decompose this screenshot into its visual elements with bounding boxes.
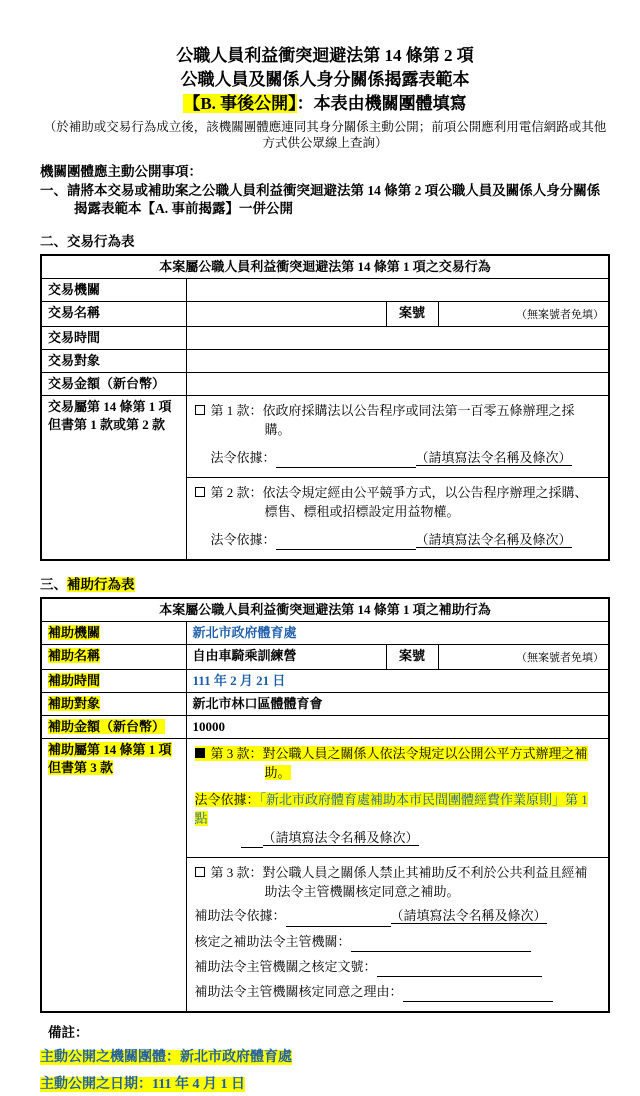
transaction-table bbox=[40, 254, 610, 561]
table-row bbox=[41, 327, 609, 350]
blank-field bbox=[403, 987, 553, 1002]
subsidy-checked-law-value: 「新北市政府體育處補助本市民間團體經費作業原則」第 1 點 bbox=[194, 792, 588, 826]
subsidy-target-value: 新北市林口區體體育會 bbox=[186, 693, 609, 716]
subsidy-amount-label bbox=[41, 716, 186, 739]
publicity-heading: 機關團體應主動公開事項： bbox=[40, 164, 202, 179]
checkbox-unchecked-icon bbox=[195, 405, 205, 415]
law-basis-note: （請填寫法令名稱及條次） bbox=[415, 532, 572, 547]
subsidy-checked-option bbox=[195, 744, 601, 782]
checkbox-checked-icon bbox=[195, 748, 205, 758]
table-row bbox=[41, 693, 609, 716]
title-line-1: 公職人員利益衝突迴避法第 14 條第 2 項 bbox=[176, 46, 474, 65]
subsidy-organ-label bbox=[41, 622, 186, 645]
transaction-organ-value-cell bbox=[186, 279, 609, 302]
table-row bbox=[41, 373, 609, 396]
title-line-3-rest: ：本表由機關團體填寫 bbox=[296, 94, 467, 113]
transaction-clause-label-line2: 但書第 1 款或第 2 款 bbox=[48, 417, 166, 432]
subsidy-case-no-note: （無案號者免填） bbox=[438, 645, 609, 670]
subsidy-reason-line bbox=[195, 981, 601, 1002]
transaction-table-title: 本案屬公職人員利益衝突迴避法第 14 條第 1 項之交易行為 bbox=[41, 255, 609, 279]
blank-field bbox=[286, 912, 391, 927]
subsidy-amount-label-text: 補助金額（新台幣） bbox=[48, 719, 166, 734]
table-row bbox=[41, 622, 609, 645]
law-basis-note: （請填寫法令名稱及條次） bbox=[415, 450, 572, 465]
subsidy-heading-prefix: 三、 bbox=[40, 577, 67, 592]
transaction-name-label: 交易名稱 bbox=[41, 302, 186, 327]
law-basis-label: 法令依據： bbox=[210, 450, 276, 465]
subsidy-time-label bbox=[41, 670, 186, 693]
subsidy-clause-label-line2 bbox=[48, 759, 180, 777]
blank-field bbox=[351, 937, 531, 952]
table-row bbox=[41, 350, 609, 373]
subsidy-unchecked-option bbox=[195, 863, 601, 901]
subsidy-target-label-text: 補助對象 bbox=[48, 696, 101, 711]
subsidy-organ-label-text: 補助機關 bbox=[48, 625, 101, 640]
subsidy-clause-label-line1-text: 補助屬第 14 條第 1 項 bbox=[48, 742, 172, 757]
publicity-item-1: 一、請將本交易或補助案之公職人員利益衝突迴避法第 14 條第 2 項公職人員及關係人身分關係揭露表範本【A. 事前揭露】一併公開 bbox=[40, 183, 601, 216]
transaction-time-label: 交易時間 bbox=[41, 327, 186, 350]
subsidy-law-basis-label: 補助法令依據： bbox=[194, 908, 286, 923]
transaction-amount-label: 交易金額（新台幣） bbox=[41, 373, 186, 396]
table-row bbox=[41, 716, 609, 739]
subsidy-section-heading bbox=[40, 576, 610, 594]
subsidy-doc-no-line bbox=[195, 956, 601, 977]
subsidy-time-label-text: 補助時間 bbox=[48, 673, 101, 688]
remark-label: 備註： bbox=[48, 1025, 89, 1040]
table-row bbox=[41, 670, 609, 693]
subsidy-table bbox=[40, 597, 610, 1013]
transaction-option-2-law-line bbox=[211, 530, 601, 550]
transaction-name-value-cell bbox=[186, 302, 386, 327]
subsidy-unchecked-option-text: 第 3 款：對公職人員之關係人禁止其補助反不利於公共利益且經補助法令主管機關核定同意之補助。 bbox=[210, 865, 588, 899]
subsidy-name-label-text: 補助名稱 bbox=[48, 648, 101, 663]
law-basis-label: 法令依據： bbox=[210, 532, 276, 547]
subsidy-name-value: 自由車騎乘訓練營 bbox=[186, 645, 386, 670]
table-row bbox=[41, 645, 609, 670]
checkbox-unchecked-icon bbox=[195, 867, 205, 877]
disclosure-org-label: 主動公開之機關團體： bbox=[40, 1050, 180, 1065]
transaction-option-1-text: 第 1 款：依政府採購法以公告程序或同法第一百零五條辦理之採購。 bbox=[210, 403, 575, 437]
disclosure-date-label: 主動公開之日期： bbox=[40, 1077, 152, 1092]
subsidy-authority-label: 核定之補助法令主管機關： bbox=[194, 934, 351, 949]
subsidy-time-value: 111 年 2 月 21 日 bbox=[186, 670, 609, 693]
transaction-option-1-block bbox=[187, 396, 609, 477]
subsidy-clause-label bbox=[41, 739, 186, 1013]
subsidy-law-basis-line bbox=[195, 905, 601, 927]
subsidy-unchecked-option-block bbox=[187, 857, 609, 1011]
transaction-amount-value-cell bbox=[186, 373, 609, 396]
table-row bbox=[41, 396, 609, 561]
document-title-block bbox=[40, 44, 610, 116]
subsidy-table-title: 本案屬公職人員利益衝突迴避法第 14 條第 1 項之補助行為 bbox=[41, 598, 609, 622]
blank-field bbox=[241, 833, 263, 848]
subsidy-target-label bbox=[41, 693, 186, 716]
transaction-time-value-cell bbox=[186, 327, 609, 350]
table-row bbox=[41, 279, 609, 302]
disclosure-date-value: 111 年 4 月 1 日 bbox=[152, 1077, 245, 1092]
subsidy-authority-line bbox=[195, 931, 601, 952]
subsidy-clause-label-line2-text: 但書第 3 款 bbox=[48, 760, 114, 775]
subsidy-checked-option-block bbox=[187, 739, 609, 857]
subsidy-doc-no-label: 補助法令主管機關之核定文號： bbox=[194, 959, 377, 974]
subsidy-checked-law-note-line bbox=[241, 828, 601, 848]
blank-field bbox=[276, 535, 416, 550]
transaction-clause-options-cell bbox=[186, 396, 609, 561]
law-basis-note: （請填寫法令名稱及條次） bbox=[262, 830, 419, 845]
subsidy-clause-label-line1 bbox=[48, 741, 180, 759]
transaction-case-no-note: （無案號者免填） bbox=[438, 302, 609, 327]
transaction-clause-label-line1: 交易屬第 14 條第 1 項 bbox=[48, 399, 172, 414]
transaction-option-1 bbox=[195, 401, 601, 439]
title-line-2: 公職人員及關係人身分關係揭露表範本 bbox=[180, 70, 470, 89]
table-row bbox=[41, 739, 609, 1013]
transaction-organ-label: 交易機關 bbox=[41, 279, 186, 302]
subsidy-clause-options-cell bbox=[186, 739, 609, 1013]
table-row bbox=[41, 255, 609, 279]
transaction-clause-label bbox=[41, 396, 186, 561]
transaction-counterparty-value-cell bbox=[186, 350, 609, 373]
title-note: （於補助或交易行為成立後，該機關團體應連同其身分關係主動公開；前項公開應利用電信網路或其他方式供公眾線上查詢） bbox=[43, 120, 607, 150]
checkbox-unchecked-icon bbox=[195, 487, 205, 497]
subsidy-checked-option-text: 第 3 款：對公職人員之關係人依法令規定以公開公平方式辦理之補助。 bbox=[210, 746, 588, 780]
law-basis-note: （請填寫法令名稱及條次） bbox=[390, 908, 547, 923]
transaction-option-2-block bbox=[187, 477, 609, 559]
subsidy-heading-text: 補助行為表 bbox=[67, 577, 135, 592]
subsidy-case-no-label: 案號 bbox=[386, 645, 438, 670]
subsidy-checked-law-line bbox=[195, 790, 601, 828]
transaction-counterparty-label: 交易對象 bbox=[41, 350, 186, 373]
subsidy-name-label bbox=[41, 645, 186, 670]
section-b-tag: 【B. 事後公開】 bbox=[183, 94, 297, 113]
subsidy-amount-value: 10000 bbox=[186, 716, 609, 739]
blank-field bbox=[377, 962, 542, 977]
law-basis-label: 法令依據： bbox=[194, 792, 260, 807]
transaction-option-2-text: 第 2 款：依法令規定經由公平競爭方式，以公告程序辦理之採購、標售、標租或招標設定用益物權。 bbox=[210, 485, 588, 519]
transaction-section-heading: 二、交易行為表 bbox=[40, 234, 135, 249]
transaction-case-no-label: 案號 bbox=[386, 302, 438, 327]
table-row bbox=[41, 598, 609, 622]
subsidy-reason-label: 補助法令主管機關核定同意之理由： bbox=[194, 984, 403, 999]
disclosure-date-line bbox=[40, 1074, 610, 1096]
disclosure-org-value: 新北市政府體育處 bbox=[180, 1050, 292, 1065]
subsidy-organ-value: 新北市政府體育處 bbox=[186, 622, 609, 645]
blank-field bbox=[276, 453, 416, 468]
transaction-option-1-law-line bbox=[211, 448, 601, 468]
transaction-option-2 bbox=[195, 483, 601, 521]
disclosure-org-line bbox=[40, 1047, 610, 1069]
table-row bbox=[41, 302, 609, 327]
title-line-3 bbox=[40, 92, 610, 116]
